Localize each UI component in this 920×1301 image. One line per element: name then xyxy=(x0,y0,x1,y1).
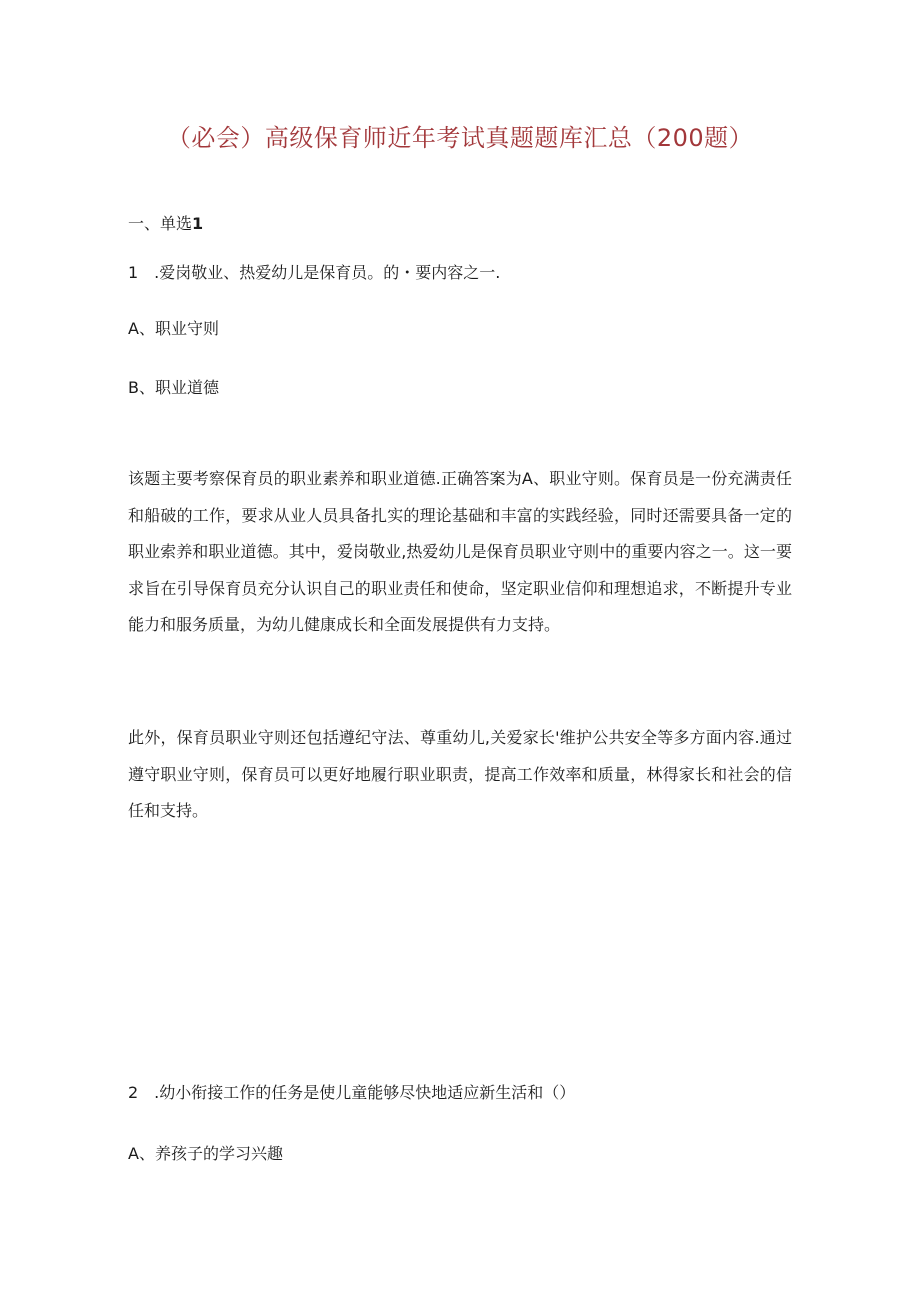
question-1-option-b: B、职业道德 xyxy=(128,378,219,397)
section-heading xyxy=(128,212,203,236)
section-heading-number: 1 xyxy=(192,214,204,233)
question-1-explanation-paragraph-1 xyxy=(128,461,792,644)
question-2-option-a: A、养孩子的学习兴趣 xyxy=(128,1144,283,1163)
question-1-option-a: A、职业守则 xyxy=(128,319,219,338)
question-2-stem: 2 .幼小衔接工作的任务是使儿童能够尽快地适应新生活和（） xyxy=(128,1083,576,1102)
explanation-text: 此外，保育员职业守则还包括遵纪守法、尊重幼儿,关爱家长'维护公共安全等多方面内容.通过遵守职业守则，保育员可以更好地履行职业职责，提高工作效率和质量，林得家长和社会的信任和支持。 xyxy=(128,728,792,821)
question-1-explanation-paragraph-2 xyxy=(128,720,792,830)
document-title: （必会）高级保育师近年考试真题题库汇总（200题） xyxy=(166,124,754,152)
section-heading-text: 一、单选 xyxy=(128,214,193,233)
question-1-stem: 1 .爱岗敬业、热爱幼儿是保育员。的・要内容之一. xyxy=(128,263,501,282)
explanation-text: 该题主要考察保育员的职业素养和职业道德.正确答案为A、职业守则。保育员是一份充满责任和船破的工作，要求从业人员具备扎实的理论基础和丰富的实践经验，同时还需要具备一定的职业索养和职业道德。其中，爱岗敬业,热爱幼儿是保育员职业守则中的重要内容之一。这一要求旨在引导保育员充分认识自己的职业责任和使命，坚定职业信仰和理想追求，不断提升专业能力和服务质量，为幼儿健康成长和全面发展提供有力支持。 xyxy=(128,469,792,635)
